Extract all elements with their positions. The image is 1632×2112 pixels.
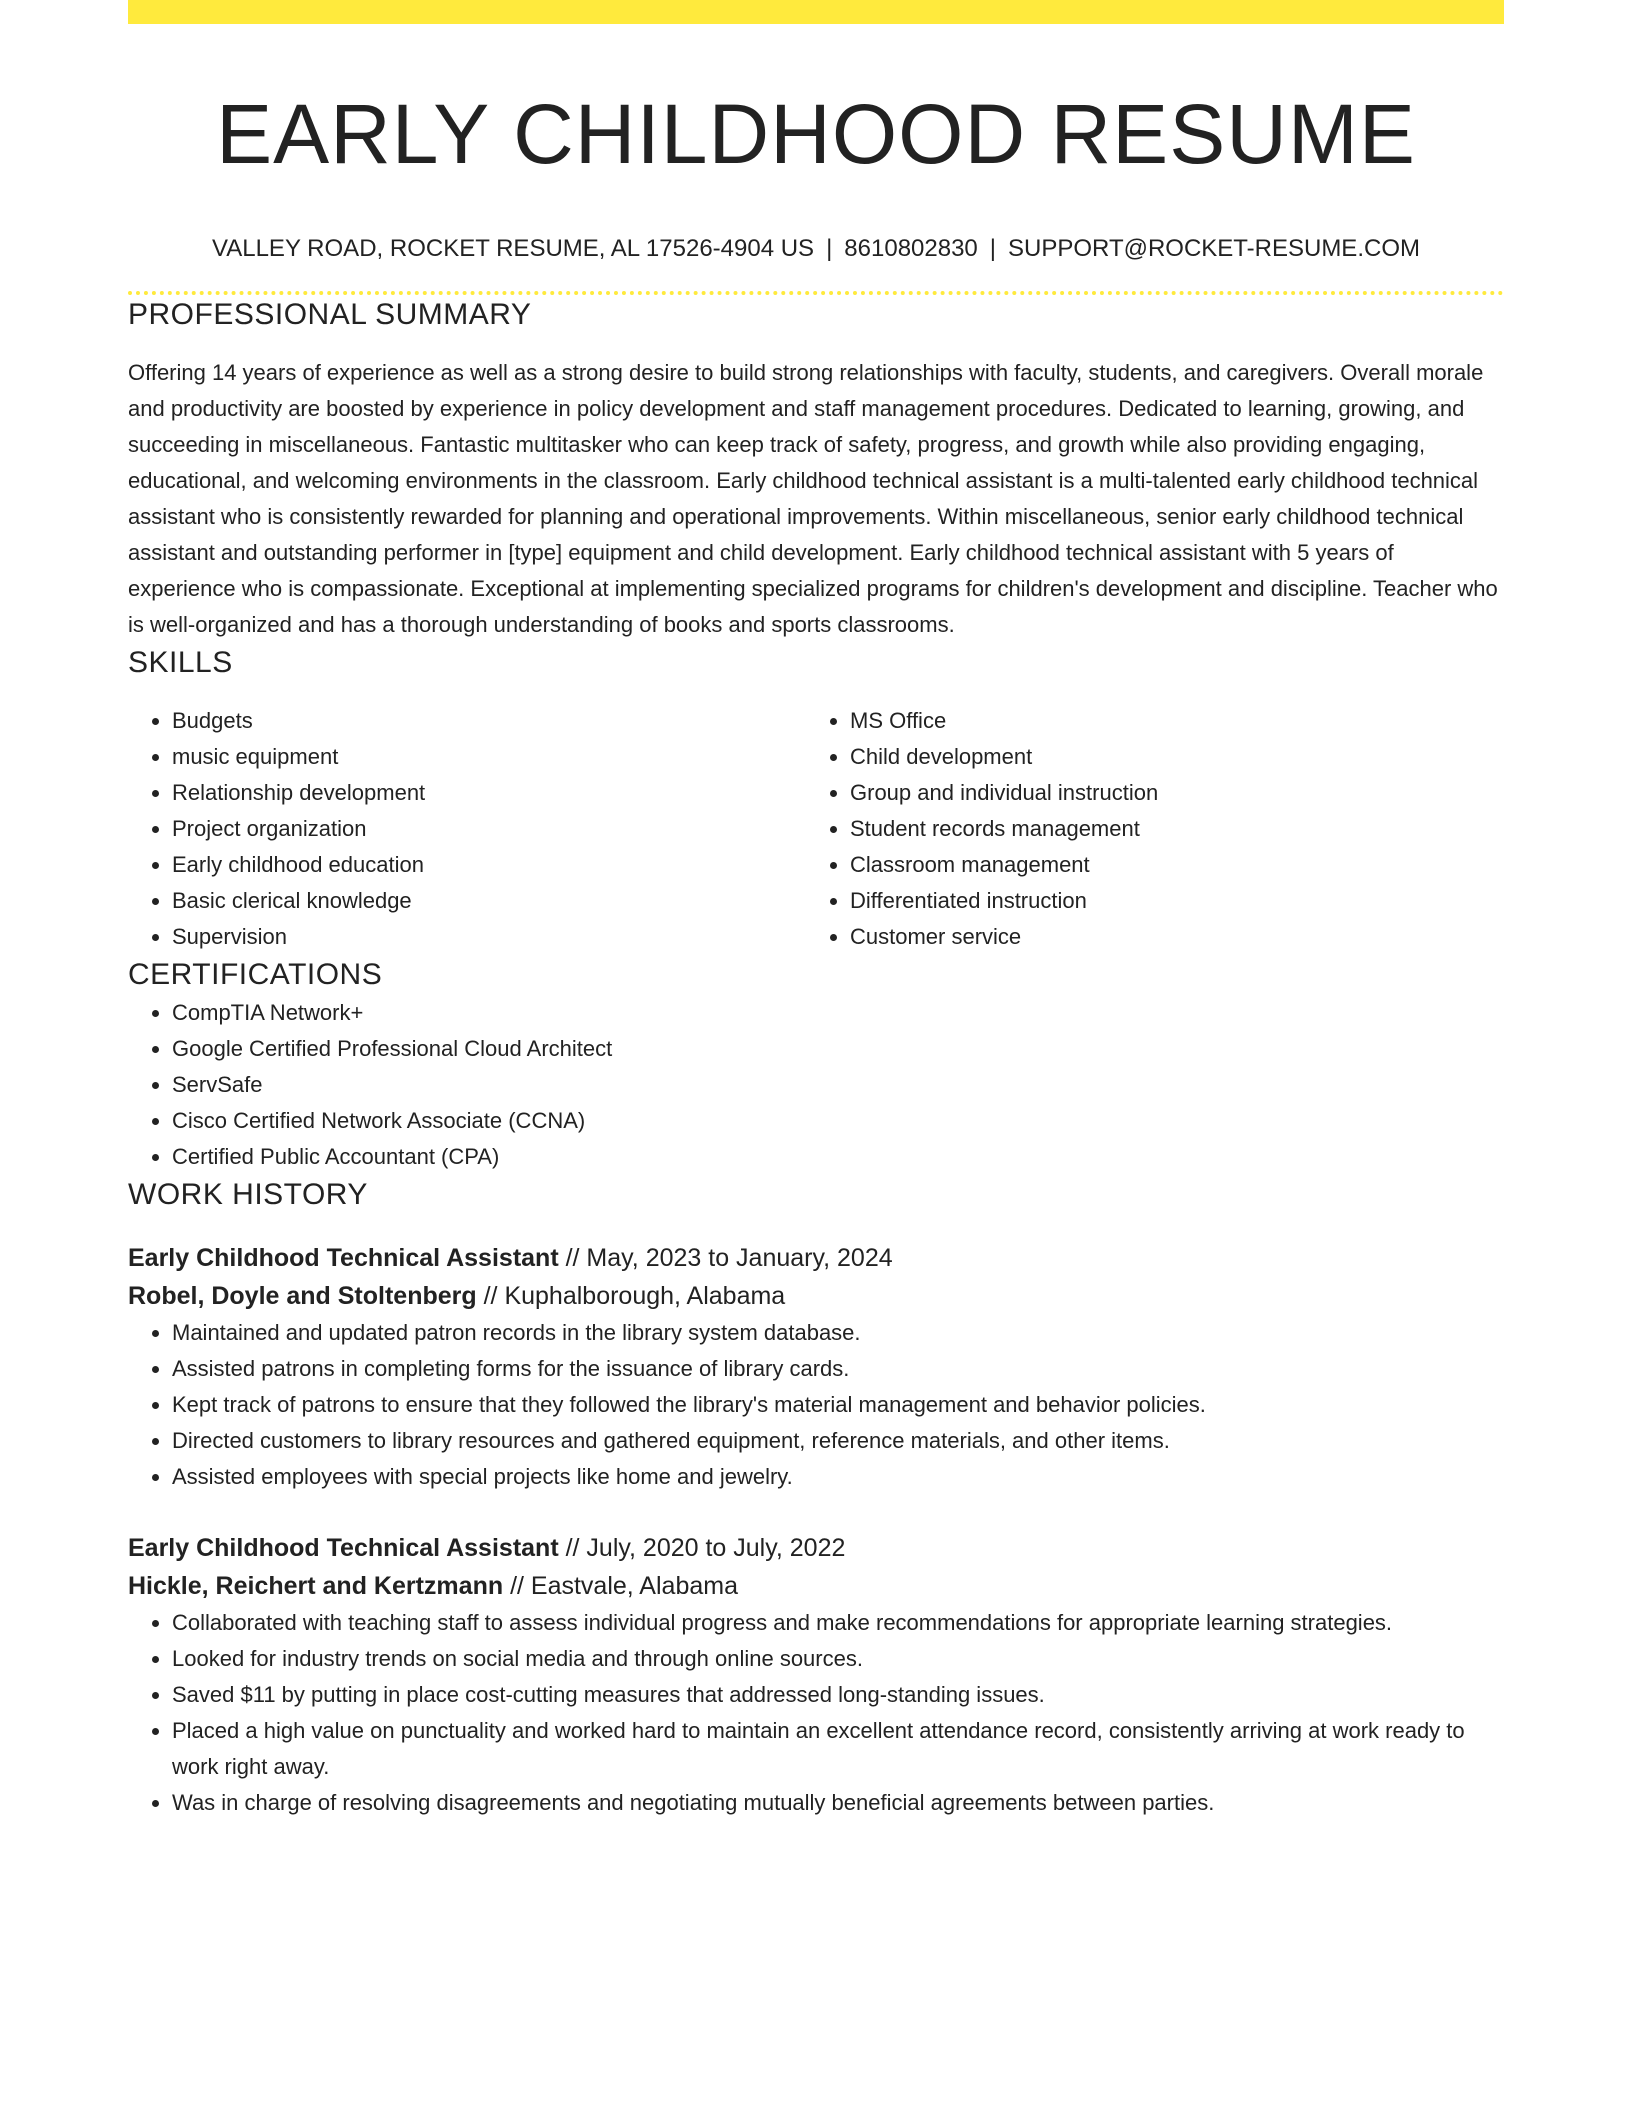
certification-item: • CompTIA Network+ bbox=[172, 995, 1504, 1031]
job-company: Robel, Doyle and Stoltenberg bbox=[128, 1281, 477, 1310]
certification-item: • Certified Public Accountant (CPA) bbox=[172, 1139, 1504, 1175]
contact-separator: | bbox=[989, 234, 997, 262]
job-duties-list bbox=[128, 1315, 1504, 1495]
skill-item: • Classroom management bbox=[850, 847, 1484, 883]
job-entry bbox=[128, 1529, 1504, 1821]
job-company: Hickle, Reichert and Kertzmann bbox=[128, 1571, 504, 1600]
summary-text: Offering 14 years of experience as well as a strong desire to build strong relationships with faculty, students, and caregivers. Overall morale and productivity are boosted by experience in policy development and staff management procedures. Dedicated to learning, growing, and succeeding in miscellaneous. Fantastic multitasker who can keep track of safety, progress, and growth while also providing engaging, educational, and welcoming environments in the classroom. Early childhood technical assistant is a multi-talented early childhood technical assistant who is consistently rewarded for planning and operational improvements. Within miscellaneous, senior early childhood technical assistant and outstanding performer in [type] equipment and child development. Early childhood technical assistant with 5 years of experience who is compassionate. Exceptional at implementing specialized programs for children's development and discipline. Teacher who is well-organized and has a thorough understanding of books and sports classrooms. bbox=[128, 359, 1498, 637]
job-duty-item: • Maintained and updated patron records in the library system database. bbox=[172, 1315, 1504, 1351]
certifications-title: CERTIFICATIONS bbox=[128, 957, 383, 991]
skill-item: • Customer service bbox=[850, 919, 1484, 955]
job-position: Early Childhood Technical Assistant bbox=[128, 1243, 559, 1272]
job-dates: // July, 2020 to July, 2022 bbox=[558, 1533, 846, 1562]
job-duty-item: • Kept track of patrons to ensure that they followed the library's material management and behavior policies. bbox=[172, 1387, 1504, 1423]
job-position: Early Childhood Technical Assistant bbox=[128, 1533, 559, 1562]
skill-item: • Group and individual instruction bbox=[850, 775, 1484, 811]
skill-item: • MS Office bbox=[850, 703, 1484, 739]
contact-separator: | bbox=[826, 234, 833, 262]
skills-list-left bbox=[128, 703, 806, 955]
top-accent-bar bbox=[128, 0, 1504, 24]
skill-item: • Project organization bbox=[172, 811, 806, 847]
contact-phone: 8610802830 bbox=[844, 234, 978, 262]
certification-item: • Google Certified Professional Cloud Architect bbox=[172, 1031, 1504, 1067]
job-duty-item: • Assisted patrons in completing forms for the issuance of library cards. bbox=[172, 1351, 1504, 1387]
job-company-line bbox=[128, 1567, 1504, 1605]
summary-title: PROFESSIONAL SUMMARY bbox=[128, 297, 532, 331]
job-location: // Kuphalborough, Alabama bbox=[476, 1281, 786, 1310]
job-duty-item: • Placed a high value on punctuality and worked hard to maintain an excellent attendance record, consistently arriving at work ready to work right away. bbox=[172, 1713, 1504, 1785]
certification-item: • ServSafe bbox=[172, 1067, 1504, 1103]
resume-name: EARLY CHILDHOOD RESUME bbox=[216, 87, 1416, 181]
job-location: // Eastvale, Alabama bbox=[503, 1571, 738, 1600]
skills-list-right bbox=[806, 703, 1484, 955]
skill-item: • Early childhood education bbox=[172, 847, 806, 883]
contact-line bbox=[128, 233, 1504, 265]
skill-item: • Relationship development bbox=[172, 775, 806, 811]
skill-item: • Student records management bbox=[850, 811, 1484, 847]
work-history-title: WORK HISTORY bbox=[128, 1177, 368, 1211]
job-title-line bbox=[128, 1239, 1504, 1277]
job-duty-item: • Collaborated with teaching staff to assess individual progress and make recommendations for appropriate learning strategies. bbox=[172, 1605, 1504, 1641]
certifications-list bbox=[128, 995, 1504, 1175]
job-duties-list bbox=[128, 1605, 1504, 1821]
job-duty-item: • Looked for industry trends on social media and through online sources. bbox=[172, 1641, 1504, 1677]
job-duty-item: • Was in charge of resolving disagreements and negotiating mutually beneficial agreements between parties. bbox=[172, 1785, 1504, 1821]
skill-item: • Basic clerical knowledge bbox=[172, 883, 806, 919]
job-duty-item: • Saved $11 by putting in place cost-cutting measures that addressed long-standing issues. bbox=[172, 1677, 1504, 1713]
job-company-line bbox=[128, 1277, 1504, 1315]
skill-item: • music equipment bbox=[172, 739, 806, 775]
certification-item: • Cisco Certified Network Associate (CCNA) bbox=[172, 1103, 1504, 1139]
job-dates: // May, 2023 to January, 2024 bbox=[558, 1243, 893, 1272]
job-entry bbox=[128, 1239, 1504, 1495]
skill-item: • Supervision bbox=[172, 919, 806, 955]
job-duty-item: • Directed customers to library resources and gathered equipment, reference materials, and other items. bbox=[172, 1423, 1504, 1459]
skill-item: • Budgets bbox=[172, 703, 806, 739]
skills-grid bbox=[128, 703, 1504, 955]
skill-item: • Differentiated instruction bbox=[850, 883, 1484, 919]
job-duty-item: • Assisted employees with special projects like home and jewelry. bbox=[172, 1459, 1504, 1495]
skills-column-right bbox=[806, 703, 1484, 955]
skill-item: • Child development bbox=[850, 739, 1484, 775]
contact-email: SUPPORT@ROCKET-RESUME.COM bbox=[1008, 234, 1420, 262]
skills-column-left bbox=[128, 703, 806, 955]
job-title-line bbox=[128, 1529, 1504, 1567]
contact-address: VALLEY ROAD, ROCKET RESUME, AL 17526-4904 US bbox=[212, 234, 815, 262]
skills-title: SKILLS bbox=[128, 645, 233, 679]
resume-page bbox=[128, 0, 1504, 1821]
